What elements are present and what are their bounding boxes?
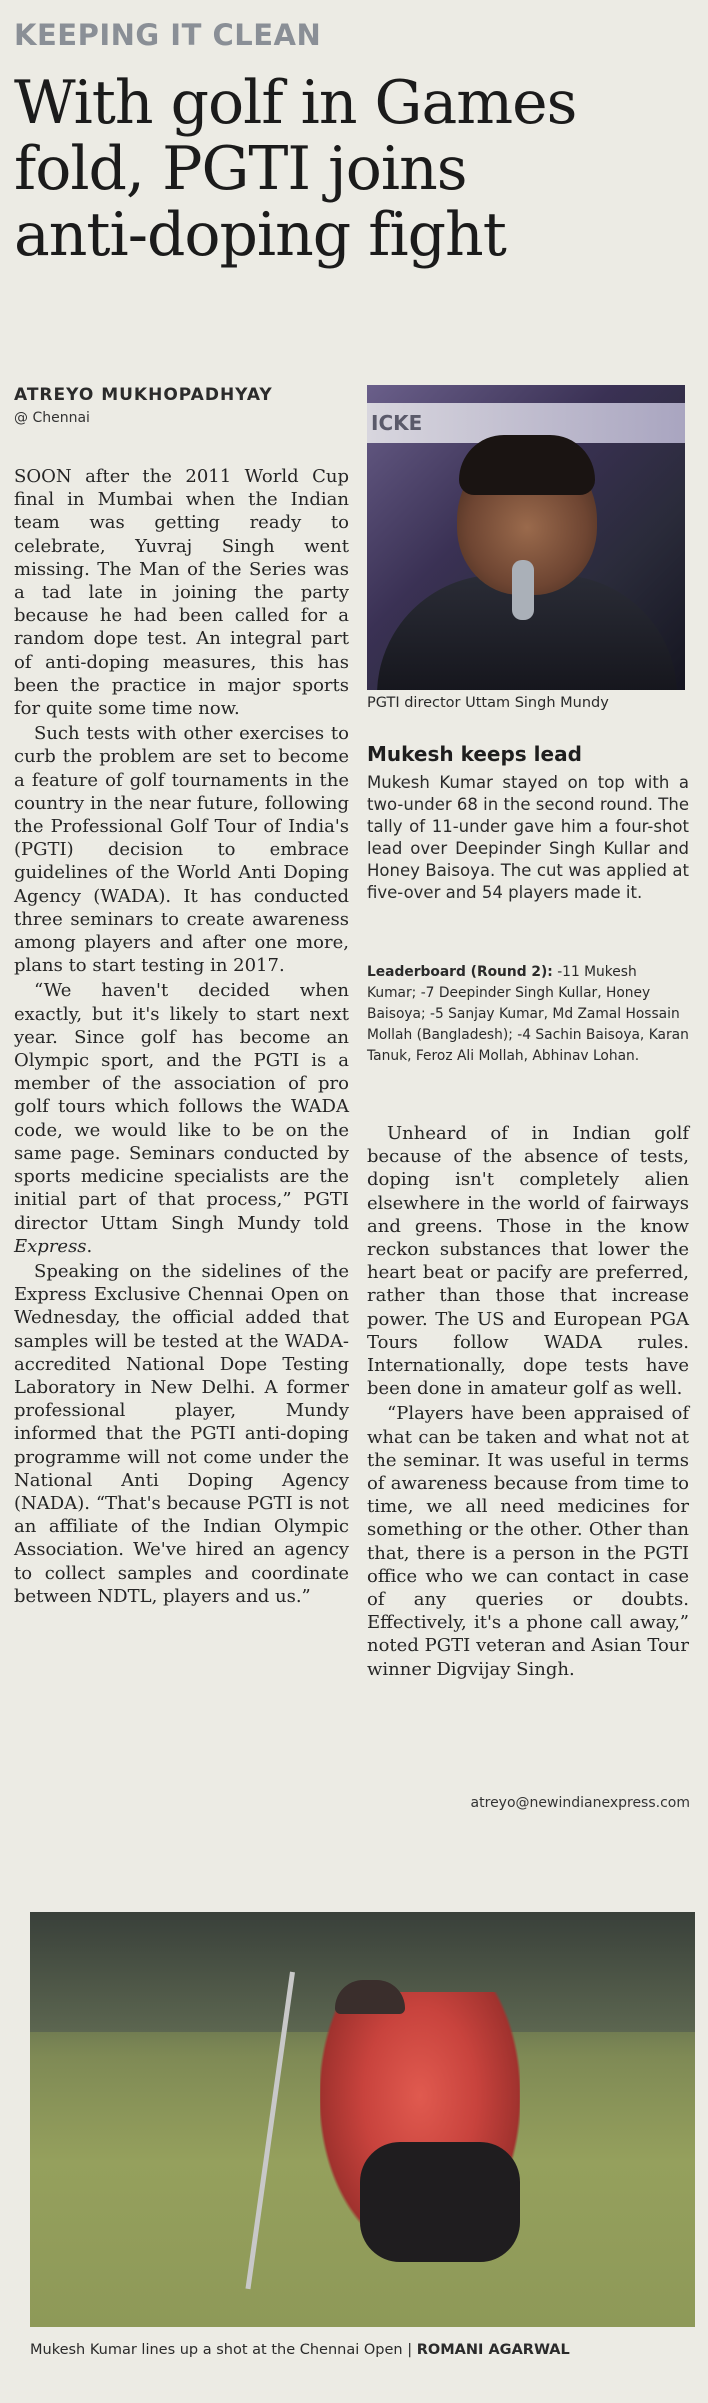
photo-credit: ROMANI AGARWAL — [416, 2342, 570, 2358]
sidebar-title: Mukesh keeps lead — [367, 742, 582, 766]
paragraph: SOON after the 2011 World Cup final in Mumbai when the Indian team was getting ready to celebrate, Yuvraj Singh went missing. The Man of the Series was a tad late in joining the party because he had been called for a random dope test. An integral part of anti-doping measures, this has been the practice in major sports for quite some time now. — [14, 466, 349, 720]
headline-line-2: fold, PGTI joins — [14, 134, 467, 204]
headline — [14, 70, 704, 268]
paragraph: Speaking on the sidelines of the Express Exclusive Chennai Open on Wednesday, the official added that samples will be tested at the WADA-accredited National Dope Testing Laboratory in New Delhi. A former professional player, Mundy informed that the PGTI anti-doping programme will not come under the National Anti Doping Agency (NADA). “That's because PGTI is not an affiliate of the Indian Olympic Association. We've hired an agency to collect samples and coordinate between NDTL, players and us.” — [14, 1260, 349, 1607]
paragraph: Unheard of in Indian golf because of the absence of tests, doping isn't completely alien elsewhere in the world of fairways and greens. Those in the know reckon substances that lower the heart beat or pacify are preferred, rather than those that increase power. The US and European PGA Tours follow WADA rules. Internationally, dope tests have been done in amateur golf as well. — [367, 1123, 689, 1400]
leaderboard-scores: -11 Mukesh Kumar; -7 Deepinder Singh Kullar, Honey Baisoya; -5 Sanjay Kumar, Md Zamal Hossain Mollah (Bangladesh); -4 Sachin Baisoya, Karan Tanuk, Feroz Ali Mollah, Abhinav Lohan. — [367, 964, 689, 1064]
sidebar-body: Mukesh Kumar stayed on top with a two-under 68 in the second round. The tally of 11-under gave him a four-shot lead over Deepinder Singh Kullar and Honey Baisoya. The cut was applied at five-over and 54 players made it. — [367, 773, 689, 902]
quote-text: “We haven't decided when exactly, but it's likely to start next year. Since golf has become an Olympic sport, and the PGTI is a member of the association of pro golf tours which follows the WADA code, we would like to be on the same page. Seminars conducted by sports medicine specialists are the initial part of that process,” PGTI director Uttam Singh Mundy told — [14, 980, 349, 1234]
microphone-icon — [512, 560, 534, 620]
golfer-legs — [360, 2142, 520, 2262]
section-kicker: KEEPING IT CLEAN — [14, 18, 322, 52]
person-hair — [459, 435, 595, 495]
paragraph: “Players have been appraised of what can be taken and what not at the seminar. It was useful in terms of awareness because from time to time, we all need medicines for something or the other. Other than that, there is a person in the PGTI office who we can contact in case of any queries or doubts. Effectively, it's a phone call away,” noted PGTI veteran and Asian Tour winner Digvijay Singh. — [367, 1403, 689, 1680]
byline-author: ATREYO MUKHOPADHYAY — [14, 385, 273, 405]
article-column-right — [367, 1122, 689, 1681]
caption-text: Mukesh Kumar lines up a shot at the Chennai Open | — [30, 2342, 417, 2358]
leaderboard — [367, 962, 689, 1067]
paragraph — [14, 979, 349, 1257]
dateline: @ Chennai — [14, 410, 90, 426]
publication-name: Express — [14, 1235, 87, 1257]
leaderboard-label: Leaderboard (Round 2): — [367, 964, 553, 980]
photo-mukesh-kumar — [30, 1912, 695, 2327]
headline-line-1: With golf in Games — [14, 68, 577, 138]
author-email: atreyo@newindianexpress.com — [470, 1795, 690, 1811]
banner-text: ICKE — [371, 411, 423, 435]
paragraph: Such tests with other exercises to curb the problem are set to become a feature of golf tournaments in the country in the near future, following the Professional Golf Tour of India's (PGTI) decision to embrace guidelines of the World Anti Doping Agency (WADA). It has conducted three seminars to create awareness among players and after one more, plans to start testing in 2017. — [14, 723, 349, 977]
quote-end: . — [86, 1235, 93, 1257]
headline-line-3: anti-doping fight — [14, 200, 506, 270]
photo-caption-2 — [30, 2342, 570, 2358]
photo-caption: PGTI director Uttam Singh Mundy — [367, 695, 609, 711]
photo-uttam-singh-mundy — [367, 385, 685, 690]
article-column-left — [14, 465, 349, 1608]
